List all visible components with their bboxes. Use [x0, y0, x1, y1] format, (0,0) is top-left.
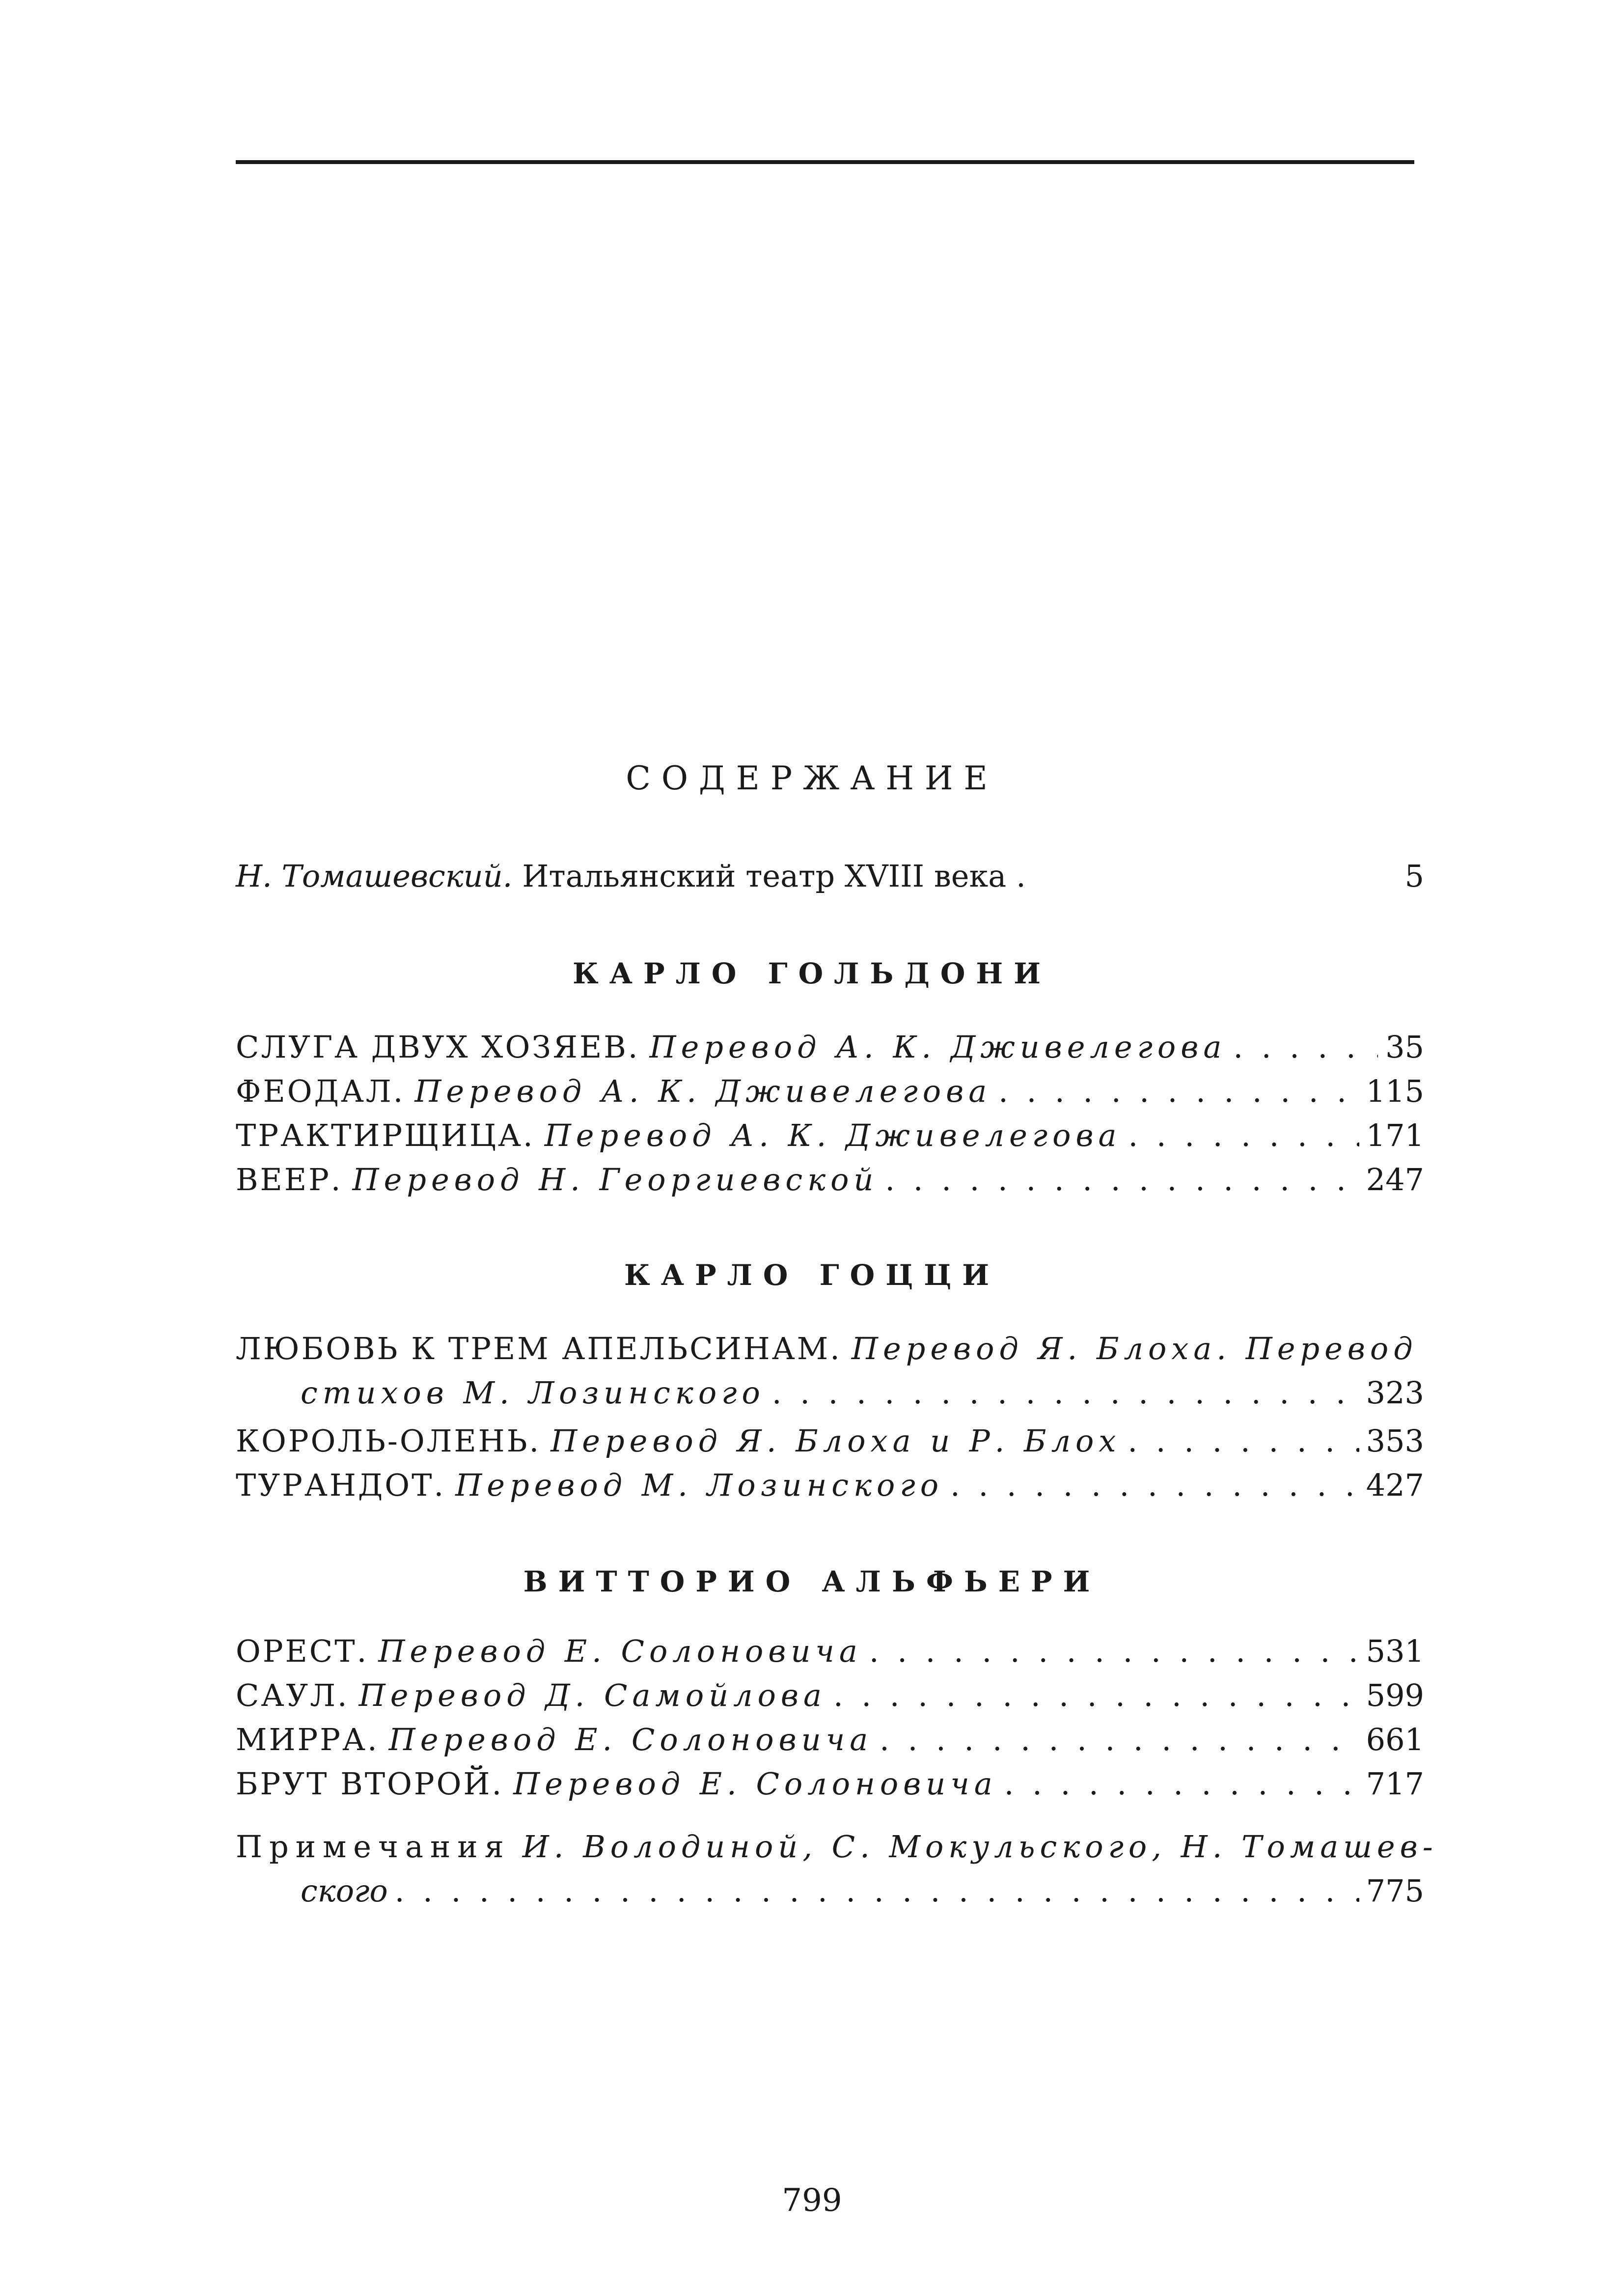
translator: Перевод Н. Георгиевской — [352, 1162, 879, 1198]
work-title: ВЕЕР. — [236, 1162, 343, 1198]
translator-continuation: стихов М. Лозинского — [301, 1375, 765, 1411]
translator: Перевод Е. Солоновича — [388, 1722, 873, 1757]
toc-entry[interactable] — [236, 1159, 1424, 1200]
page-ref: 35 — [1385, 1029, 1424, 1065]
translator: Перевод Е. Солоновича — [378, 1633, 862, 1669]
work-title: САУЛ. — [236, 1677, 349, 1713]
work-title: ТРАКТИРЩИЦА. — [236, 1117, 535, 1153]
page-number: 799 — [782, 2182, 842, 2219]
work-title: МИРРА. — [236, 1722, 379, 1757]
translator: Перевод А. К. Дживелегова — [544, 1117, 1122, 1153]
leader-dots — [833, 1675, 1359, 1716]
toc-entry[interactable] — [236, 1421, 1424, 1462]
leader-dots — [998, 1071, 1359, 1112]
page-ref: 775 — [1366, 1873, 1424, 1909]
leader-dots — [880, 1719, 1359, 1760]
toc-entry-continuation[interactable] — [301, 1372, 1424, 1414]
work-title: БРУТ ВТОРОЙ. — [236, 1766, 504, 1802]
leader-dots — [395, 1870, 1359, 1912]
section-heading-alfieri: ВИТТОРИО АЛЬФЬЕРИ — [523, 1565, 1101, 1598]
work-title: КОРОЛЬ-ОЛЕНЬ. — [236, 1423, 541, 1459]
leader-dots — [869, 1631, 1359, 1672]
leader-dots — [1128, 1421, 1359, 1462]
toc-entry[interactable] — [236, 1763, 1424, 1805]
toc-entry[interactable] — [236, 1027, 1424, 1068]
toc-entry-notes-continuation[interactable] — [301, 1870, 1424, 1912]
toc-entry[interactable] — [236, 1631, 1424, 1672]
work-title: ФЕОДАЛ. — [236, 1073, 405, 1109]
page-ref: 115 — [1366, 1073, 1424, 1109]
toc-entry[interactable] — [236, 1328, 1424, 1369]
intro-page: 5 — [1404, 858, 1424, 894]
leader-dots — [885, 1159, 1359, 1200]
leader-dots — [950, 1465, 1359, 1506]
leader-dots — [1004, 1763, 1359, 1805]
toc-entry-intro[interactable] — [236, 856, 1424, 897]
notes-continuation: ского — [301, 1873, 388, 1909]
work-title: ЛЮБОВЬ К ТРЕМ АПЕЛЬСИНАМ. — [236, 1331, 842, 1366]
notes-label: Примечания — [236, 1829, 511, 1865]
notes-authors: И. Володиной, С. Мокульского, Н. Томашев- — [522, 1829, 1438, 1865]
page-ref: 323 — [1366, 1375, 1424, 1411]
page-ref: 599 — [1366, 1677, 1424, 1713]
page-ref: 661 — [1366, 1722, 1424, 1757]
toc-entry[interactable] — [236, 1719, 1424, 1760]
page-ref: 531 — [1366, 1633, 1424, 1669]
page-ref: 171 — [1366, 1117, 1424, 1153]
section-heading-gozzi: КАРЛО ГОЦЦИ — [624, 1258, 1000, 1292]
translator: Перевод Е. Солоновича — [513, 1766, 997, 1802]
section-heading-goldoni: КАРЛО ГОЛЬДОНИ — [572, 957, 1052, 990]
translator: Перевод Д. Самойлова — [358, 1677, 826, 1713]
intro-text: Итальянский театр XVIII века — [522, 858, 1007, 894]
toc-entry[interactable] — [236, 1071, 1424, 1112]
work-title: ОРЕСТ. — [236, 1633, 369, 1669]
translator: Перевод Я. Блоха и Р. Блох — [551, 1423, 1121, 1459]
translator: Перевод А. К. Дживелегова — [414, 1073, 992, 1109]
toc-entry-notes[interactable] — [236, 1826, 1438, 1868]
work-title: ТУРАНДОТ. — [236, 1467, 446, 1503]
leader-dots — [1129, 1115, 1359, 1156]
translator: Перевод М. Лозинского — [455, 1467, 944, 1503]
intro-author: Н. Томашевский. — [236, 858, 513, 894]
toc-entry[interactable] — [236, 1465, 1424, 1506]
toc-entry[interactable] — [236, 1115, 1424, 1156]
page-ref: 717 — [1366, 1766, 1424, 1802]
page-ref: 247 — [1366, 1162, 1424, 1198]
work-title: СЛУГА ДВУХ ХОЗЯЕВ. — [236, 1029, 640, 1065]
top-rule — [236, 160, 1414, 164]
page-ref: 353 — [1366, 1423, 1424, 1459]
translator: Перевод Я. Блоха. Перевод — [851, 1331, 1418, 1366]
page-ref: 427 — [1366, 1467, 1424, 1503]
toc-entry[interactable] — [236, 1675, 1424, 1716]
leader-dot: . — [1016, 858, 1026, 894]
page-title: СОДЕРЖАНИЕ — [626, 759, 998, 797]
leader-dots — [1233, 1027, 1378, 1068]
translator: Перевод А. К. Дживелегова — [649, 1029, 1227, 1065]
leader-dots — [772, 1372, 1359, 1414]
